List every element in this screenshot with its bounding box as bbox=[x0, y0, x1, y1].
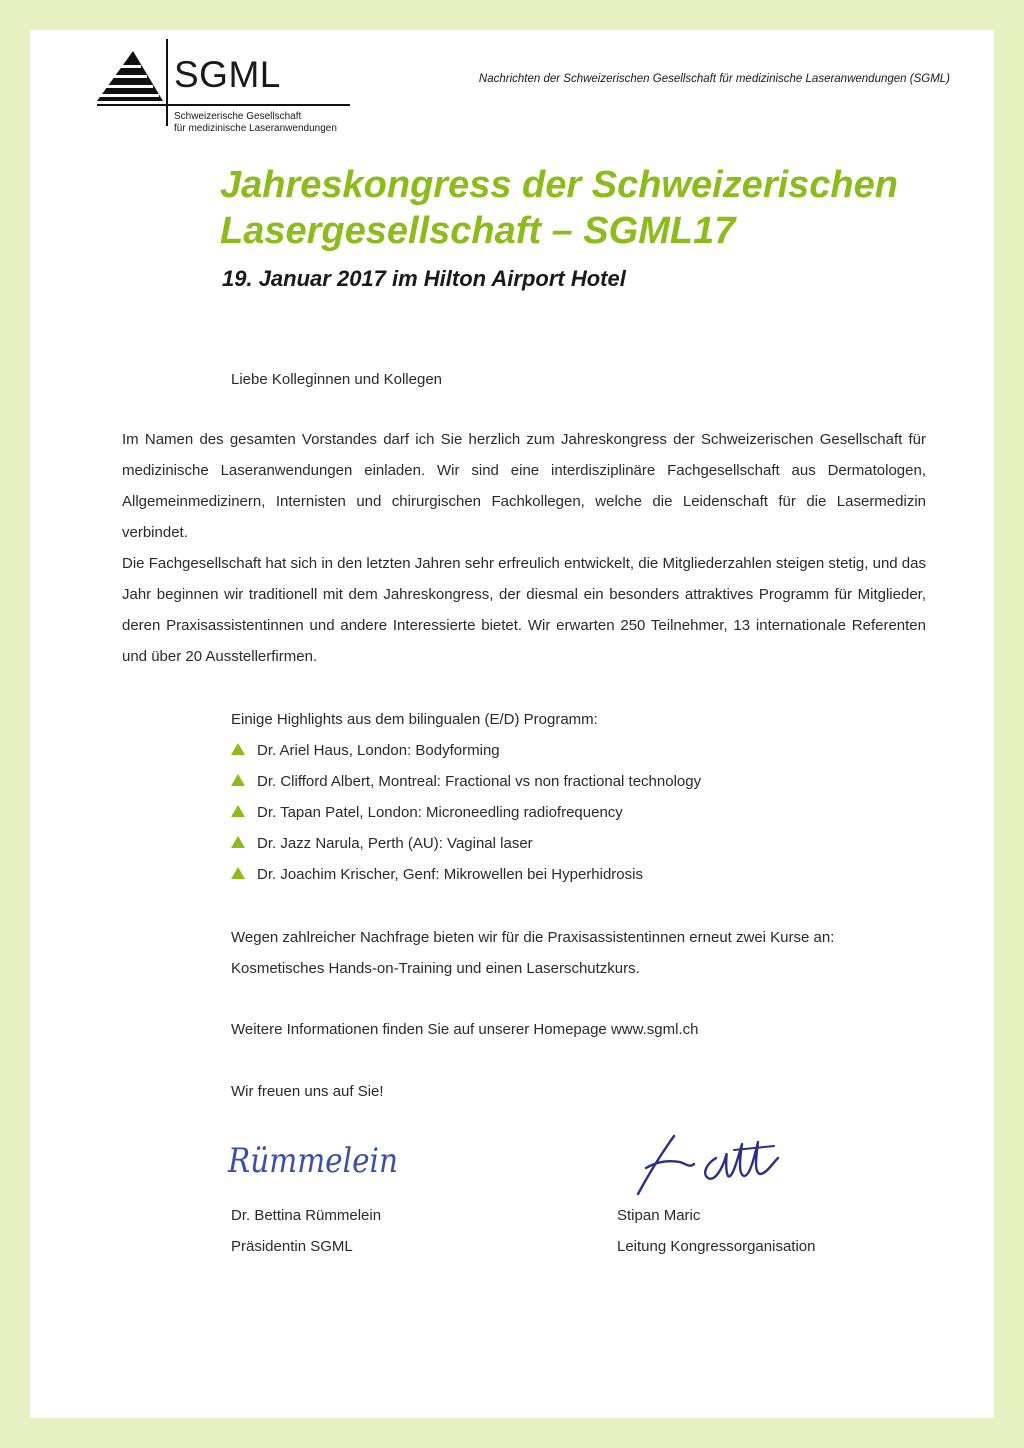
sgml-logo bbox=[97, 39, 357, 134]
page-title-line2: Lasergesellschaft – SGML17 bbox=[220, 210, 736, 252]
triangle-bullet-icon bbox=[231, 836, 245, 848]
highlight-text: Dr. Tapan Patel, London: Microneedling radiofrequency bbox=[257, 804, 623, 821]
logo-horizontal-rule bbox=[97, 104, 350, 106]
page-title-line1: Jahreskongress der Schweizerischen bbox=[220, 164, 898, 206]
triangle-bullet-icon bbox=[231, 867, 245, 879]
triangle-bullet-icon bbox=[231, 743, 245, 755]
logo-vertical-rule bbox=[166, 39, 168, 126]
paragraph-2: Die Fachgesellschaft hat sich in den letzten Jahren sehr erfreulich entwickelt, die Mitgliederzahlen steigen stetig, und das Jahr beginnen wir traditionell mit dem Jahreskongress, der diesmal ein besonders attraktives Programm für Mitglieder, deren Praxisassistentinnen und andere Interessierte bietet. Wir erwarten 250 Teilnehmer, 13 internationale Referenten und über 20 Ausstellerfirmen. bbox=[122, 555, 926, 665]
signatory-1 bbox=[231, 1200, 381, 1262]
svg-text:Rümmelein: Rümmelein bbox=[227, 1141, 398, 1181]
logo-subtitle-line1: Schweizerische Gesellschaft bbox=[174, 111, 302, 122]
courses-line1: Wegen zahlreicher Nachfrage bieten wir für die Praxisassistentinnen erneut zwei Kurse an: bbox=[231, 929, 835, 946]
body-text bbox=[122, 424, 926, 672]
highlight-text: Dr. Ariel Haus, London: Bodyforming bbox=[257, 742, 500, 759]
list-item bbox=[231, 828, 701, 859]
highlight-text: Dr. Clifford Albert, Montreal: Fractional vs non fractional technology bbox=[257, 773, 702, 790]
logo-wordmark: SGML bbox=[174, 54, 281, 95]
homepage-info: Weitere Informationen finden Sie auf unserer Homepage www.sgml.ch bbox=[231, 1021, 699, 1038]
triangle-bullet-icon bbox=[231, 774, 245, 786]
highlight-text: Dr. Joachim Krischer, Genf: Mikrowellen bei Hyperhidrosis bbox=[257, 866, 643, 883]
list-item bbox=[231, 797, 701, 828]
signatory-name: Dr. Bettina Rümmelein bbox=[231, 1207, 382, 1224]
header-tagline: Nachrichten der Schweizerischen Gesellschaft für medizinische Laseranwendungen (SGML) bbox=[478, 73, 950, 85]
logo-subtitle-line2: für medizinische Laseranwendungen bbox=[174, 123, 337, 134]
letter-page bbox=[30, 30, 994, 1418]
highlights-list bbox=[231, 735, 701, 890]
page-subtitle: 19. Januar 2017 im Hilton Airport Hotel bbox=[222, 266, 626, 291]
signature-maric bbox=[616, 1128, 781, 1200]
page-title bbox=[220, 162, 980, 254]
highlights-intro: Einige Highlights aus dem bilingualen (E/D) Programm: bbox=[231, 711, 598, 728]
signatory-role: Leitung Kongressorganisation bbox=[617, 1238, 816, 1255]
list-item bbox=[231, 766, 701, 797]
courses-text bbox=[231, 922, 951, 984]
paragraph-1: Im Namen des gesamten Vorstandes darf ich Sie herzlich zum Jahreskongress der Schweizerischen Gesellschaft für medizinische Laseranwendungen einladen. Wir sind eine interdisziplinäre Fachgesellschaft aus Dermatologen, Allgemeinmedizinern, Internisten und chirurgischen Fachkollegen, welche die Leidenschaft für die Lasermedizin verbindet. bbox=[122, 431, 926, 541]
courses-line2: Kosmetisches Hands-on-Training und einen Laserschutzkurs. bbox=[231, 960, 640, 977]
signatory-role: Präsidentin SGML bbox=[231, 1238, 353, 1255]
triangle-bullet-icon bbox=[231, 805, 245, 817]
signature-ruemmelein bbox=[226, 1132, 406, 1192]
highlight-text: Dr. Jazz Narula, Perth (AU): Vaginal laser bbox=[257, 835, 533, 852]
list-item bbox=[231, 735, 701, 766]
greeting: Liebe Kolleginnen und Kollegen bbox=[231, 371, 443, 388]
pyramid-logo-icon bbox=[97, 51, 163, 101]
signatory-name: Stipan Maric bbox=[617, 1207, 701, 1224]
closing-line: Wir freuen uns auf Sie! bbox=[231, 1083, 384, 1100]
list-item bbox=[231, 859, 701, 890]
signatory-2 bbox=[617, 1200, 815, 1262]
